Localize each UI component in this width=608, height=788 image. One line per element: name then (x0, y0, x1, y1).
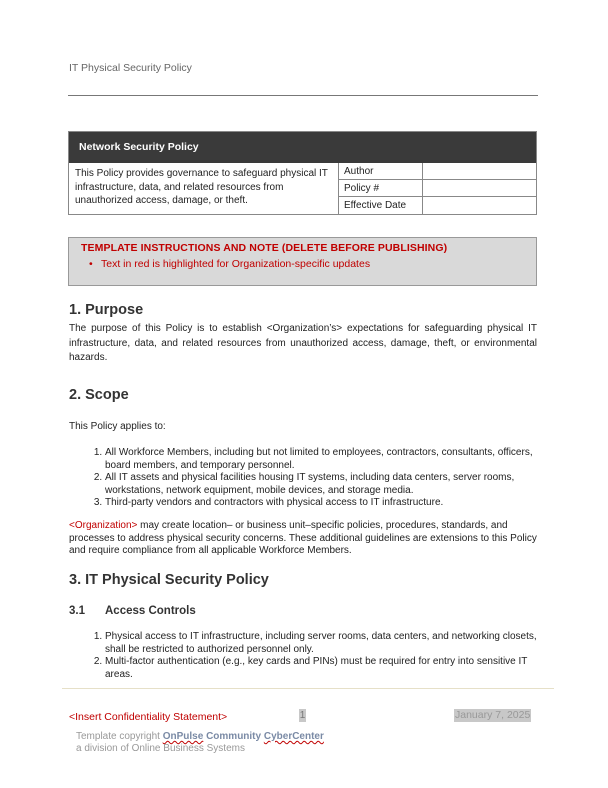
meta-row-effective-date (339, 197, 536, 214)
footer-divider (62, 688, 554, 689)
author-value[interactable] (423, 163, 536, 179)
header-divider (68, 95, 538, 96)
brand-name-1: OnPulse (162, 731, 204, 742)
access-controls-list (69, 631, 537, 681)
policy-number-label: Policy # (339, 180, 423, 196)
effective-date-label: Effective Date (339, 197, 423, 214)
scope-closing (69, 520, 537, 558)
subsection-title: Access Controls (105, 605, 196, 617)
policy-number-value[interactable] (423, 180, 536, 196)
list-item: 2. All IT assets and physical facilities housing IT systems, including data centers, server rooms, workstations, network equipment, mobile devices, and storage media. (105, 472, 537, 497)
purpose-text: The purpose of this Policy is to establish <Organization’s> expectations for safeguarding physical IT infrastructure, data, and related resources from unauthorized access, damage, theft, or environmental hazards. (69, 323, 537, 363)
subsection-number: 3.1 (69, 605, 85, 617)
policy-table-body (69, 163, 536, 214)
list-item: 1. All Workforce Members, including but not limited to employees, contractors, consultants, officers, board members, and temporary personnel. (105, 447, 537, 472)
footer-date: January 7, 2025 (455, 709, 531, 721)
policy-description: This Policy provides governance to safeguard physical IT infrastructure, data, and related resources from unauthorized access, damage, or theft. (69, 163, 339, 214)
brand-name-2: Community (203, 731, 264, 742)
instructions-item: • Text in red is highlighted for Organization-specific updates (81, 258, 524, 270)
list-item: 3. Third-party vendors and contractors with physical access to IT infrastructure. (105, 497, 537, 510)
brand-name-3: CyberCenter (263, 731, 324, 742)
effective-date-value[interactable] (423, 197, 536, 214)
template-instructions-box (68, 237, 537, 286)
copyright-prefix: Template copyright (76, 731, 163, 742)
running-header: IT Physical Security Policy (69, 62, 192, 74)
meta-row-policy-number (339, 180, 536, 197)
organization-placeholder: <Organization> (69, 520, 138, 531)
scope-list (69, 447, 537, 510)
policy-heading: 3. IT Physical Security Policy (69, 572, 269, 588)
policy-info-table (68, 131, 537, 215)
page-number: 1 (299, 710, 306, 721)
division-line: a division of Online Business Systems (76, 743, 245, 754)
footer-copyright (76, 731, 324, 755)
confidentiality-statement: <Insert Confidentiality Statement> (69, 711, 228, 723)
access-controls-heading (69, 605, 196, 617)
meta-row-author (339, 163, 536, 180)
list-item: 1. Physical access to IT infrastructure, including server rooms, data centers, and networking closets, shall be restricted to authorized personnel only. (105, 631, 537, 656)
policy-meta (339, 163, 536, 214)
author-label: Author (339, 163, 423, 179)
purpose-heading: 1. Purpose (69, 302, 144, 318)
scope-closing-text: may create location– or business unit–specific policies, procedures, standards, and processes to address physical security concerns. These additional guidelines are extensions to this Policy and require compliance from all applicable Workforce Members. (69, 520, 537, 556)
scope-heading: 2. Scope (69, 387, 129, 403)
list-item: 2. Multi-factor authentication (e.g., key cards and PINs) must be required for entry into sensitive IT areas. (105, 656, 537, 681)
scope-intro: This Policy applies to: (69, 421, 166, 432)
copyright-line (76, 731, 324, 743)
policy-table-title: Network Security Policy (69, 132, 536, 163)
instructions-title: TEMPLATE INSTRUCTIONS AND NOTE (DELETE BEFORE PUBLISHING) (81, 242, 448, 254)
